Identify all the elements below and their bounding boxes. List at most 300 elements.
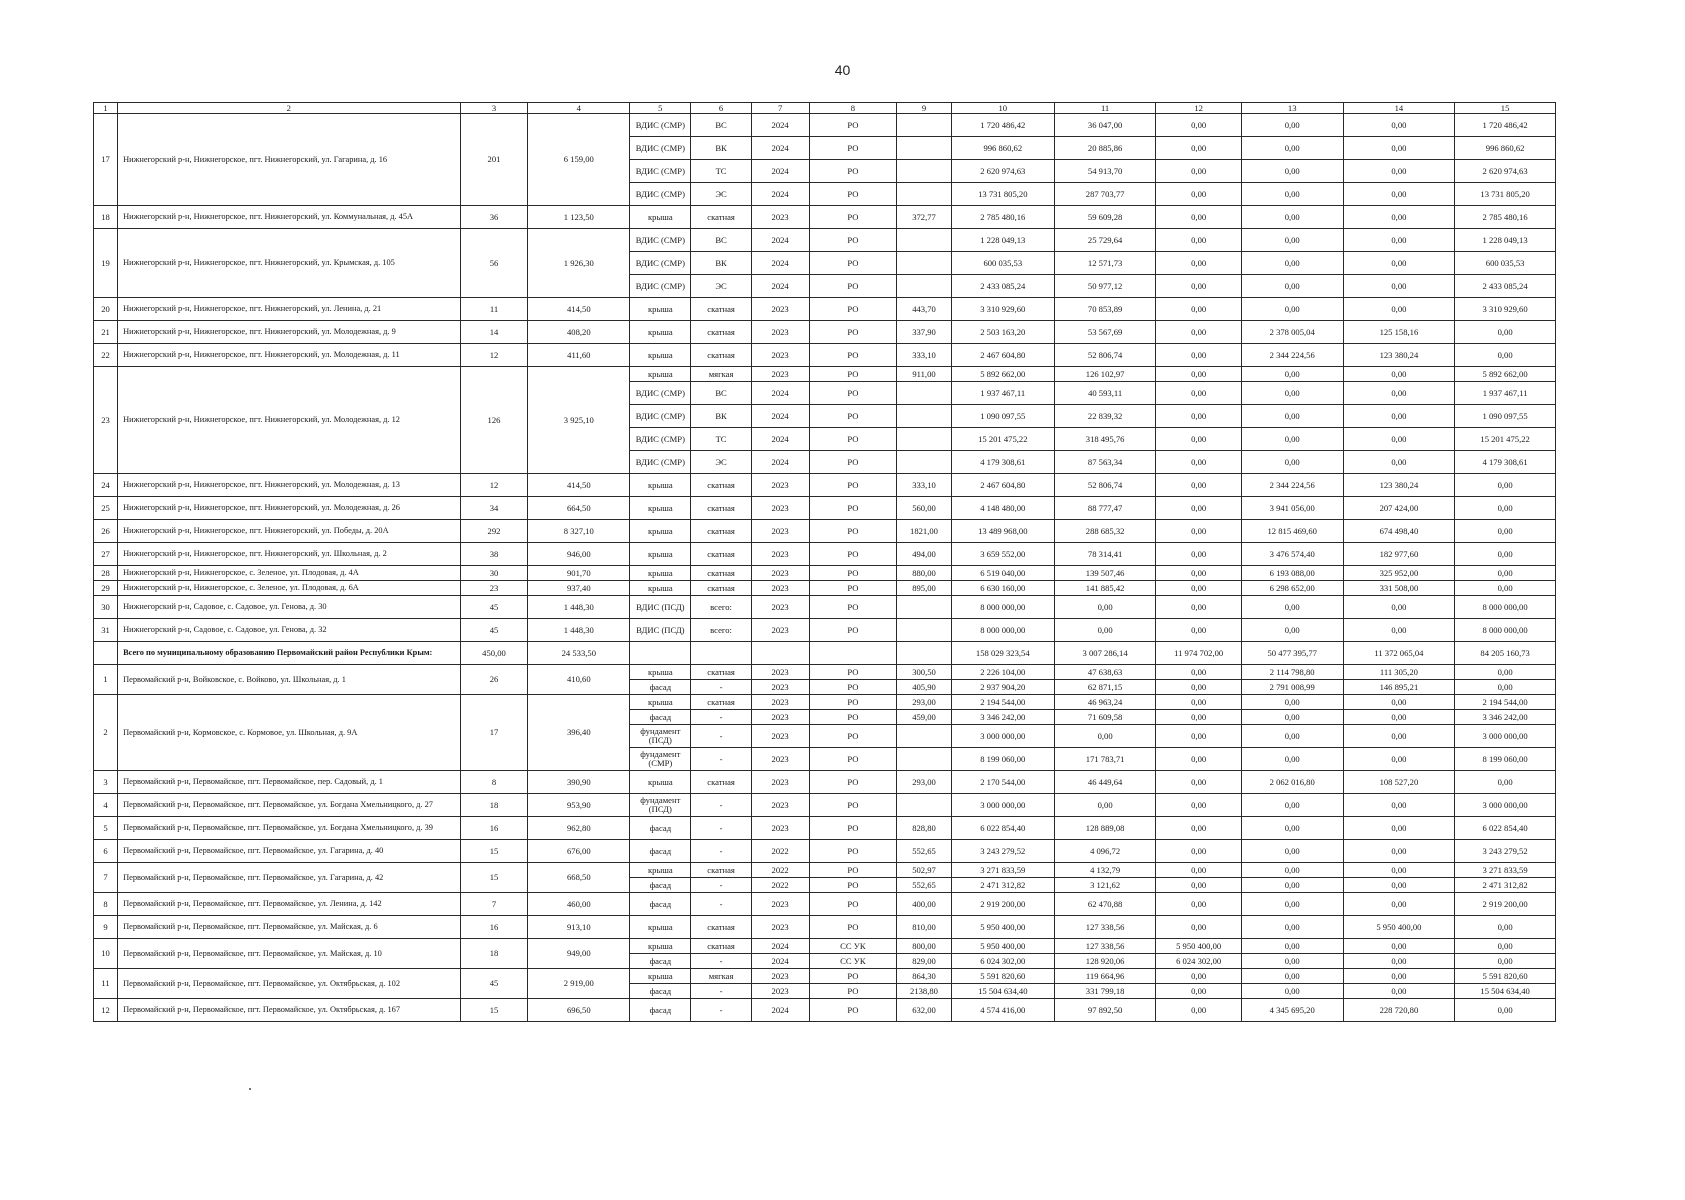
row-number xyxy=(94,642,118,665)
tech-supervision: 126 102,97 xyxy=(1054,367,1156,382)
address: Нижнегорский р-н, Нижнегорское, пгт. Нижнегорский, ул. Крымская, д. 105 xyxy=(118,229,461,298)
row-number: 18 xyxy=(94,206,118,229)
tech-supervision: 71 609,58 xyxy=(1054,710,1156,725)
fund-rk: 0,00 xyxy=(1241,840,1343,863)
total-cost: 6 519 040,00 xyxy=(951,566,1054,581)
total-cost: 6 022 854,40 xyxy=(951,817,1054,840)
fund-municipal: 0,00 xyxy=(1343,794,1455,817)
table-row xyxy=(94,840,1556,863)
work-kind: ЭС xyxy=(691,451,751,474)
volume xyxy=(897,229,952,252)
source: РО xyxy=(809,984,897,999)
work-kind: - xyxy=(691,999,751,1022)
apartments: 16 xyxy=(460,916,528,939)
fund-municipal: 0,00 xyxy=(1343,954,1455,969)
fund-owners: 0,00 xyxy=(1156,367,1241,382)
year: 2023 xyxy=(751,680,809,695)
year: 2024 xyxy=(751,183,809,206)
tech-supervision: 0,00 xyxy=(1054,725,1156,748)
work-type: крыша xyxy=(630,321,691,344)
volume xyxy=(897,114,952,137)
year: 2022 xyxy=(751,863,809,878)
apartments: 23 xyxy=(460,581,528,596)
tech-supervision: 97 892,50 xyxy=(1054,999,1156,1022)
total-cost: 1 720 486,42 xyxy=(951,114,1054,137)
fund-rk: 0,00 xyxy=(1241,596,1343,619)
total-cost: 3 000 000,00 xyxy=(951,725,1054,748)
table-row xyxy=(94,298,1556,321)
header-cell-12: 12 xyxy=(1156,103,1241,114)
fund-owners: 0,00 xyxy=(1156,893,1241,916)
total-cost: 3 000 000,00 xyxy=(951,794,1054,817)
source: РО xyxy=(809,252,897,275)
tech-supervision: 50 977,12 xyxy=(1054,275,1156,298)
fund-owners: 0,00 xyxy=(1156,710,1241,725)
tech-supervision: 78 314,41 xyxy=(1054,543,1156,566)
fund-ro: 8 199 060,00 xyxy=(1455,748,1556,771)
total-cost: 2 467 604,80 xyxy=(951,344,1054,367)
fund-owners: 0,00 xyxy=(1156,344,1241,367)
work-kind: - xyxy=(691,817,751,840)
work-type: ВДИС (ПСД) xyxy=(630,619,691,642)
table-row xyxy=(94,893,1556,916)
year: 2024 xyxy=(751,939,809,954)
work-kind: всего: xyxy=(691,596,751,619)
source: РО xyxy=(809,367,897,382)
fund-owners: 0,00 xyxy=(1156,878,1241,893)
volume: 560,00 xyxy=(897,497,952,520)
tech-supervision: 20 885,86 xyxy=(1054,137,1156,160)
fund-rk: 4 345 695,20 xyxy=(1241,999,1343,1022)
fund-owners: 0,00 xyxy=(1156,581,1241,596)
area: 6 159,00 xyxy=(528,114,630,206)
work-type: крыша xyxy=(630,916,691,939)
fund-rk: 0,00 xyxy=(1241,817,1343,840)
work-kind: скатная xyxy=(691,665,751,680)
table-row xyxy=(94,344,1556,367)
address: Нижнегорский р-н, Нижнегорское, пгт. Нижнегорский, ул. Молодежная, д. 26 xyxy=(118,497,461,520)
area: 3 925,10 xyxy=(528,367,630,474)
volume: 880,00 xyxy=(897,566,952,581)
fund-ro: 0,00 xyxy=(1455,543,1556,566)
total-cost: 13 731 805,20 xyxy=(951,183,1054,206)
fund-ro: 3 000 000,00 xyxy=(1455,725,1556,748)
table-row xyxy=(94,794,1556,817)
volume xyxy=(897,748,952,771)
source xyxy=(809,642,897,665)
volume: 810,00 xyxy=(897,916,952,939)
year: 2022 xyxy=(751,878,809,893)
row-number: 17 xyxy=(94,114,118,206)
tech-supervision: 12 571,73 xyxy=(1054,252,1156,275)
header-cell-4: 4 xyxy=(528,103,630,114)
fund-owners: 0,00 xyxy=(1156,321,1241,344)
fund-rk: 0,00 xyxy=(1241,160,1343,183)
apartments: 201 xyxy=(460,114,528,206)
work-kind: скатная xyxy=(691,863,751,878)
fund-rk: 0,00 xyxy=(1241,137,1343,160)
fund-municipal: 0,00 xyxy=(1343,298,1455,321)
row-number: 31 xyxy=(94,619,118,642)
apartments: 17 xyxy=(460,695,528,771)
fund-rk: 2 344 224,56 xyxy=(1241,344,1343,367)
fund-rk: 0,00 xyxy=(1241,428,1343,451)
header-cell-2: 2 xyxy=(118,103,461,114)
apartments: 45 xyxy=(460,619,528,642)
tech-supervision: 3 121,62 xyxy=(1054,878,1156,893)
total-cost: 2 785 480,16 xyxy=(951,206,1054,229)
apartments: 292 xyxy=(460,520,528,543)
fund-municipal: 0,00 xyxy=(1343,382,1455,405)
year: 2023 xyxy=(751,367,809,382)
work-type: фасад xyxy=(630,680,691,695)
work-kind: скатная xyxy=(691,771,751,794)
area: 937,40 xyxy=(528,581,630,596)
volume: 293,00 xyxy=(897,695,952,710)
fund-owners: 0,00 xyxy=(1156,298,1241,321)
fund-ro: 2 620 974,63 xyxy=(1455,160,1556,183)
fund-municipal: 0,00 xyxy=(1343,428,1455,451)
source: РО xyxy=(809,520,897,543)
work-type: крыша xyxy=(630,497,691,520)
fund-owners: 0,00 xyxy=(1156,665,1241,680)
work-kind: скатная xyxy=(691,497,751,520)
table-row xyxy=(94,520,1556,543)
fund-ro: 0,00 xyxy=(1455,321,1556,344)
work-type: ВДИС (СМР) xyxy=(630,451,691,474)
fund-ro: 6 022 854,40 xyxy=(1455,817,1556,840)
year: 2023 xyxy=(751,984,809,999)
fund-municipal: 108 527,20 xyxy=(1343,771,1455,794)
data-table xyxy=(93,102,1556,1022)
source: РО xyxy=(809,497,897,520)
table-row xyxy=(94,229,1556,252)
apartments: 36 xyxy=(460,206,528,229)
apartments: 15 xyxy=(460,999,528,1022)
fund-owners: 11 974 702,00 xyxy=(1156,642,1241,665)
tech-supervision: 128 920,06 xyxy=(1054,954,1156,969)
table-row xyxy=(94,695,1556,710)
source: РО xyxy=(809,206,897,229)
year: 2023 xyxy=(751,695,809,710)
area: 1 926,30 xyxy=(528,229,630,298)
work-kind: мягкая xyxy=(691,969,751,984)
source: РО xyxy=(809,794,897,817)
fund-rk: 2 378 005,04 xyxy=(1241,321,1343,344)
source: РО xyxy=(809,665,897,680)
work-type: ВДИС (СМР) xyxy=(630,160,691,183)
fund-rk: 0,00 xyxy=(1241,710,1343,725)
fund-owners: 0,00 xyxy=(1156,451,1241,474)
fund-rk: 0,00 xyxy=(1241,916,1343,939)
source: РО xyxy=(809,298,897,321)
address: Нижнегорский р-н, Садовое, с. Садовое, ул. Генова, д. 32 xyxy=(118,619,461,642)
fund-municipal: 0,00 xyxy=(1343,878,1455,893)
work-type: фасад xyxy=(630,878,691,893)
source: РО xyxy=(809,969,897,984)
fund-municipal: 0,00 xyxy=(1343,939,1455,954)
total-cost: 2 503 163,20 xyxy=(951,321,1054,344)
row-number: 7 xyxy=(94,863,118,893)
total-cost: 158 029 323,54 xyxy=(951,642,1054,665)
source: РО xyxy=(809,771,897,794)
fund-municipal: 331 508,00 xyxy=(1343,581,1455,596)
fund-rk: 0,00 xyxy=(1241,794,1343,817)
header-cell-14: 14 xyxy=(1343,103,1455,114)
area: 1 123,50 xyxy=(528,206,630,229)
fund-municipal: 0,00 xyxy=(1343,451,1455,474)
fund-rk: 50 477 395,77 xyxy=(1241,642,1343,665)
total-cost: 2 471 312,82 xyxy=(951,878,1054,893)
work-type: крыша xyxy=(630,566,691,581)
area: 2 919,00 xyxy=(528,969,630,999)
address: Первомайский р-н, Первомайское, пгт. Первомайское, ул. Гагарина, д. 42 xyxy=(118,863,461,893)
volume: 300,50 xyxy=(897,665,952,680)
year: 2023 xyxy=(751,748,809,771)
row-number: 23 xyxy=(94,367,118,474)
year: 2023 xyxy=(751,794,809,817)
source: РО xyxy=(809,863,897,878)
fund-municipal: 207 424,00 xyxy=(1343,497,1455,520)
apartments: 8 xyxy=(460,771,528,794)
fund-municipal: 0,00 xyxy=(1343,137,1455,160)
work-type xyxy=(630,642,691,665)
work-type: крыша xyxy=(630,695,691,710)
area: 460,00 xyxy=(528,893,630,916)
fund-ro: 5 591 820,60 xyxy=(1455,969,1556,984)
fund-rk: 3 941 056,00 xyxy=(1241,497,1343,520)
table-row xyxy=(94,206,1556,229)
apartments: 7 xyxy=(460,893,528,916)
row-number: 22 xyxy=(94,344,118,367)
work-type: ВДИС (СМР) xyxy=(630,405,691,428)
fund-ro: 996 860,62 xyxy=(1455,137,1556,160)
fund-ro: 5 892 662,00 xyxy=(1455,367,1556,382)
address: Первомайский р-н, Первомайское, пгт. Первомайское, ул. Богдана Хмельницкого, д. 39 xyxy=(118,817,461,840)
total-cost: 15 201 475,22 xyxy=(951,428,1054,451)
tech-supervision: 62 871,15 xyxy=(1054,680,1156,695)
tech-supervision: 70 853,89 xyxy=(1054,298,1156,321)
tech-supervision: 318 495,76 xyxy=(1054,428,1156,451)
source: РО xyxy=(809,725,897,748)
fund-owners: 0,00 xyxy=(1156,114,1241,137)
area: 953,90 xyxy=(528,794,630,817)
total-cost: 4 148 480,00 xyxy=(951,497,1054,520)
fund-municipal: 0,00 xyxy=(1343,969,1455,984)
fund-municipal: 0,00 xyxy=(1343,695,1455,710)
year: 2023 xyxy=(751,321,809,344)
work-kind: мягкая xyxy=(691,367,751,382)
work-kind: скатная xyxy=(691,581,751,596)
total-cost: 2 620 974,63 xyxy=(951,160,1054,183)
volume: 293,00 xyxy=(897,771,952,794)
fund-municipal: 0,00 xyxy=(1343,817,1455,840)
source: РО xyxy=(809,321,897,344)
fund-municipal: 0,00 xyxy=(1343,710,1455,725)
fund-ro: 0,00 xyxy=(1455,344,1556,367)
area: 949,00 xyxy=(528,939,630,969)
fund-municipal: 0,00 xyxy=(1343,596,1455,619)
fund-ro: 0,00 xyxy=(1455,520,1556,543)
tech-supervision: 0,00 xyxy=(1054,794,1156,817)
apartments: 126 xyxy=(460,367,528,474)
fund-owners: 0,00 xyxy=(1156,619,1241,642)
year: 2023 xyxy=(751,596,809,619)
fund-owners: 0,00 xyxy=(1156,183,1241,206)
volume: 494,00 xyxy=(897,543,952,566)
fund-owners: 0,00 xyxy=(1156,275,1241,298)
row-number: 20 xyxy=(94,298,118,321)
apartments: 15 xyxy=(460,840,528,863)
tech-supervision: 46 963,24 xyxy=(1054,695,1156,710)
year: 2023 xyxy=(751,474,809,497)
address: Нижнегорский р-н, Нижнегорское, пгт. Нижнегорский, ул. Коммунальная, д. 45А xyxy=(118,206,461,229)
tech-supervision: 62 470,88 xyxy=(1054,893,1156,916)
year: 2023 xyxy=(751,566,809,581)
fund-owners: 0,00 xyxy=(1156,252,1241,275)
address: Нижнегорский р-н, Нижнегорское, с. Зеленое, ул. Плодовая, д. 4А xyxy=(118,566,461,581)
volume: 459,00 xyxy=(897,710,952,725)
fund-ro: 13 731 805,20 xyxy=(1455,183,1556,206)
work-type: крыша xyxy=(630,939,691,954)
volume xyxy=(897,794,952,817)
work-type: ВДИС (СМР) xyxy=(630,183,691,206)
area: 396,40 xyxy=(528,695,630,771)
fund-ro: 0,00 xyxy=(1455,474,1556,497)
tech-supervision: 25 729,64 xyxy=(1054,229,1156,252)
year: 2022 xyxy=(751,840,809,863)
fund-owners: 5 950 400,00 xyxy=(1156,939,1241,954)
total-cost: 8 199 060,00 xyxy=(951,748,1054,771)
fund-rk: 0,00 xyxy=(1241,969,1343,984)
fund-municipal: 228 720,80 xyxy=(1343,999,1455,1022)
fund-ro: 15 504 634,40 xyxy=(1455,984,1556,999)
work-kind: всего: xyxy=(691,619,751,642)
volume xyxy=(897,137,952,160)
fund-municipal: 0,00 xyxy=(1343,275,1455,298)
fund-ro: 8 000 000,00 xyxy=(1455,596,1556,619)
area: 414,50 xyxy=(528,298,630,321)
apartments: 12 xyxy=(460,474,528,497)
fund-municipal: 182 977,60 xyxy=(1343,543,1455,566)
source: РО xyxy=(809,160,897,183)
fund-owners: 0,00 xyxy=(1156,748,1241,771)
source: СС УК xyxy=(809,939,897,954)
tech-supervision: 141 885,42 xyxy=(1054,581,1156,596)
fund-municipal: 5 950 400,00 xyxy=(1343,916,1455,939)
tech-supervision: 139 507,46 xyxy=(1054,566,1156,581)
fund-owners: 0,00 xyxy=(1156,474,1241,497)
row-number: 8 xyxy=(94,893,118,916)
work-kind: скатная xyxy=(691,474,751,497)
tech-supervision: 46 449,64 xyxy=(1054,771,1156,794)
fund-rk: 0,00 xyxy=(1241,451,1343,474)
header-cell-5: 5 xyxy=(630,103,691,114)
tech-supervision: 87 563,34 xyxy=(1054,451,1156,474)
work-kind: - xyxy=(691,878,751,893)
tech-supervision: 47 638,63 xyxy=(1054,665,1156,680)
total-cost: 8 000 000,00 xyxy=(951,596,1054,619)
fund-rk: 0,00 xyxy=(1241,252,1343,275)
fund-ro: 0,00 xyxy=(1455,999,1556,1022)
table-row xyxy=(94,863,1556,878)
fund-ro: 84 205 160,73 xyxy=(1455,642,1556,665)
year: 2024 xyxy=(751,954,809,969)
total-cost: 1 228 049,13 xyxy=(951,229,1054,252)
fund-rk: 0,00 xyxy=(1241,878,1343,893)
year: 2023 xyxy=(751,581,809,596)
area: 676,00 xyxy=(528,840,630,863)
fund-owners: 0,00 xyxy=(1156,229,1241,252)
tech-supervision: 4 096,72 xyxy=(1054,840,1156,863)
work-type: ВДИС (СМР) xyxy=(630,252,691,275)
fund-ro: 1 720 486,42 xyxy=(1455,114,1556,137)
work-type: крыша xyxy=(630,206,691,229)
fund-rk: 0,00 xyxy=(1241,939,1343,954)
row-number: 24 xyxy=(94,474,118,497)
total-cost: 8 000 000,00 xyxy=(951,619,1054,642)
address: Нижнегорский р-н, Нижнегорское, пгт. Нижнегорский, ул. Молодежная, д. 12 xyxy=(118,367,461,474)
fund-municipal: 674 498,40 xyxy=(1343,520,1455,543)
source: РО xyxy=(809,183,897,206)
volume: 405,90 xyxy=(897,680,952,695)
apartments: 34 xyxy=(460,497,528,520)
total-cost: 2 467 604,80 xyxy=(951,474,1054,497)
table-row xyxy=(94,771,1556,794)
year: 2024 xyxy=(751,229,809,252)
work-type: крыша xyxy=(630,543,691,566)
work-kind: ВС xyxy=(691,382,751,405)
total-cost: 4 179 308,61 xyxy=(951,451,1054,474)
tech-supervision: 119 664,96 xyxy=(1054,969,1156,984)
table-row xyxy=(94,581,1556,596)
year: 2023 xyxy=(751,771,809,794)
year: 2024 xyxy=(751,275,809,298)
scan-speck xyxy=(249,1088,251,1090)
fund-owners: 0,00 xyxy=(1156,520,1241,543)
fund-municipal: 125 158,16 xyxy=(1343,321,1455,344)
fund-ro: 3 000 000,00 xyxy=(1455,794,1556,817)
row-number: 11 xyxy=(94,969,118,999)
source: РО xyxy=(809,916,897,939)
fund-owners: 0,00 xyxy=(1156,725,1241,748)
work-kind xyxy=(691,642,751,665)
fund-rk: 0,00 xyxy=(1241,229,1343,252)
header-cell-13: 13 xyxy=(1241,103,1343,114)
work-kind: скатная xyxy=(691,939,751,954)
work-type: ВДИС (СМР) xyxy=(630,428,691,451)
table-row xyxy=(94,543,1556,566)
source: РО xyxy=(809,581,897,596)
fund-rk: 0,00 xyxy=(1241,695,1343,710)
address: Первомайский р-н, Первомайское, пгт. Первомайское, пер. Садовый, д. 1 xyxy=(118,771,461,794)
row-number: 9 xyxy=(94,916,118,939)
fund-rk: 0,00 xyxy=(1241,367,1343,382)
work-type: крыша xyxy=(630,367,691,382)
year: 2023 xyxy=(751,725,809,748)
total-cost: 2 194 544,00 xyxy=(951,695,1054,710)
work-kind: скатная xyxy=(691,520,751,543)
apartments: 26 xyxy=(460,665,528,695)
volume: 400,00 xyxy=(897,893,952,916)
address: Первомайский р-н, Первомайское, пгт. Первомайское, ул. Майская, д. 10 xyxy=(118,939,461,969)
fund-owners: 0,00 xyxy=(1156,984,1241,999)
area: 411,60 xyxy=(528,344,630,367)
volume xyxy=(897,252,952,275)
area: 962,80 xyxy=(528,817,630,840)
address: Первомайский р-н, Первомайское, пгт. Первомайское, ул. Гагарина, д. 40 xyxy=(118,840,461,863)
total-cost: 2 226 104,00 xyxy=(951,665,1054,680)
